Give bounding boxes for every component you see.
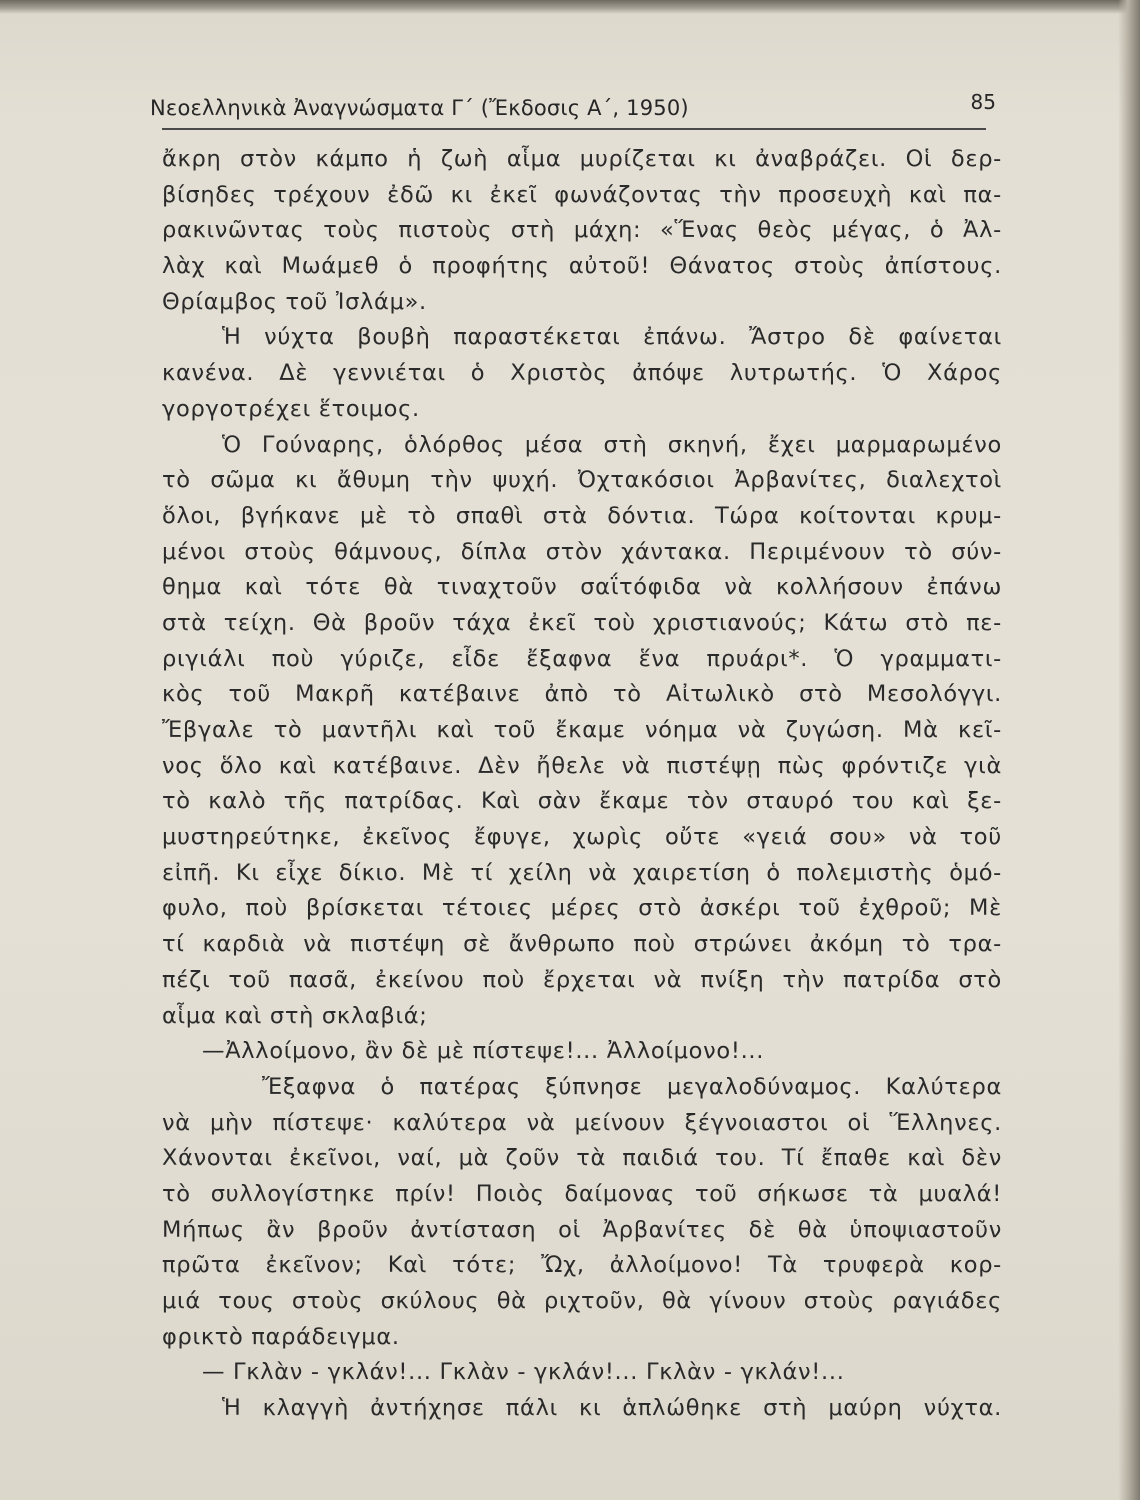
text-line: τὸ σῶμα κι ἄθυμη τὴν ψυχή. Ὀχτακόσιοι Ἀρβανίτες, διαλεχτοὶ [162,467,1002,494]
text-line: — Γκλὰν - γκλάν!... Γκλὰν - γκλάν!... Γκλὰν - γκλάν!... [202,1359,845,1386]
text-line: ρακινῶντας τοὺς πιστοὺς στὴ μάχη: «Ἕνας θεὸς μέγας, ὁ Ἀλ- [162,217,1002,244]
text-line: Ἡ νύχτα βουβὴ παραστέκεται ἐπάνω. Ἄστρο δὲ φαίνεται [222,324,1002,351]
text-line: αἷμα καὶ στὴ σκλαβιά; [162,1002,428,1029]
text-line: μυστηρεύτηκε, ἐκεῖνος ἔφυγε, χωρὶς οὔτε «γειά σου» νὰ τοῦ [162,824,1002,851]
text-line: νος ὅλο καὶ κατέβαινε. Δὲν ἤθελε νὰ πιστέψῃ πὼς φρόντιζε γιὰ [162,752,1002,779]
text-line: ἄκρη στὸν κάμπο ἡ ζωὴ αἷμα μυρίζεται κι ἀναβράζει. Οἱ δερ- [162,146,1002,172]
text-line: πρῶτα ἐκεῖνον; Καὶ τότε; Ὤχ, ἀλλοίμονο! Τὰ τρυφερὰ κορ- [162,1252,1002,1279]
text-line: εἰπῆ. Κι εἶχε δίκιο. Μὲ τί χείλη νὰ χαιρετίση ὁ πολεμιστὴς ὁμό- [162,859,1002,886]
text-line: κανένα. Δὲ γεννιέται ὁ Χριστὸς ἀπόψε λυτρωτής. Ὁ Χάρος [162,360,1002,387]
page-number: 85 [970,90,996,114]
page-top-edge-shadow [0,0,1140,14]
text-line: τί καρδιὰ νὰ πιστέψη σὲ ἄνθρωπο ποὺ στρώνει ἀκόμη τὸ τρα- [162,931,1002,958]
text-line: ριγιάλι ποὺ γύριζε, εἶδε ἔξαφνα ἕνα πρυάρι*. Ὁ γραμματι- [162,645,1002,672]
text-line: γοργοτρέχει ἕτοιμος. [162,395,420,422]
text-line: βίσηδες τρέχουν ἐδῶ κι ἐκεῖ φωνάζοντας τὴν προσευχὴ καὶ πα- [162,181,1002,208]
page-right-edge-shadow [1118,0,1140,1500]
text-line: Ἡ κλαγγὴ ἀντήχησε πάλι κι ἁπλώθηκε στὴ μαύρη νύχτα. [222,1395,1002,1422]
text-line: τὸ συλλογίστηκε πρίν! Ποιὸς δαίμονας τοῦ σήκωσε τὰ μυαλά! [162,1180,1002,1207]
text-line: φρικτὸ παράδειγμα. [162,1323,400,1350]
text-line: κὸς τοῦ Μακρῆ κατέβαινε ἀπὸ τὸ Αἰτωλικὸ στὸ Μεσολόγγι. [162,681,1002,708]
text-line: φυλο, ποὺ βρίσκεται τέτοιες μέρες στὸ ἀσκέρι τοῦ ἐχθροῦ; Μὲ [162,895,1002,922]
text-line: πέζι τοῦ πασᾶ, ἐκείνου ποὺ ἔρχεται νὰ πνίξη τὴν πατρίδα στὸ [162,966,1002,993]
running-title: Νεοελληνικὰ Ἀναγνώσματα Γ΄ (Ἔκδοσις Α΄, 1950) [150,96,689,120]
text-line: μένοι στοὺς θάμνους, δίπλα στὸν χάντακα. Περιμένουν τὸ σύν- [162,538,1002,565]
page-header [150,90,1010,130]
text-line: τὸ καλὸ τῆς πατρίδας. Καὶ σὰν ἔκαμε τὸν σταυρό του καὶ ξε- [162,788,1002,815]
text-line: Ἔβγαλε τὸ μαντῆλι καὶ τοῦ ἔκαμε νόημα νὰ ζυγώση. Μὰ κεῖ- [162,717,1002,743]
text-line: Ἔξαφνα ὁ πατέρας ξύπνησε μεγαλοδύναμος. Καλύτερα [262,1073,1002,1100]
text-line: Μήπως ἂν βροῦν ἀντίσταση οἱ Ἀρβανίτες δὲ θὰ ὑποψιαστοῦν [162,1216,1002,1243]
header-rule [162,128,986,130]
text-line: ὅλοι, βγήκανε μὲ τὸ σπαθὶ στὰ δόντια. Τώρα κοίτονται κρυμ- [162,502,1002,529]
text-line: —Ἀλλοίμονο, ἂν δὲ μὲ πίστεψε!... Ἀλλοίμονο!... [202,1038,765,1065]
text-line: στὰ τείχη. Θὰ βροῦν τάχα ἐκεῖ τοὺ χριστιανούς; Κάτω στὸ πε- [162,609,1002,636]
text-line: νὰ μὴν πίστεψε· καλύτερα νὰ μείνουν ξέγνοιαστοι οἱ Ἕλληνες. [162,1109,1002,1136]
body-text [162,142,1002,1427]
text-line: Ὁ Γούναρης, ὁλόρθος μέσα στὴ σκηνή, ἔχει μαρμαρωμένο [222,431,1002,458]
text-line: μιά τους στοὺς σκύλους θὰ ριχτοῦν, θὰ γίνουν στοὺς ραγιάδες [162,1288,1002,1314]
text-line: λὰχ καὶ Μωάμεθ ὁ προφήτης αὐτοῦ! Θάνατος στοὺς ἀπίστους. [162,253,1002,280]
text-line: θημα καὶ τότε θὰ τιναχτοῦν σαΐτόφιδα νὰ κολλήσουν ἐπάνω [162,574,1002,601]
text-line: Χάνονται ἐκεῖνοι, ναί, μὰ ζοῦν τὰ παιδιά του. Τί ἔπαθε καὶ δὲν [162,1145,1002,1172]
text-line: Θρίαμβος τοῦ Ἰσλάμ». [162,288,427,315]
